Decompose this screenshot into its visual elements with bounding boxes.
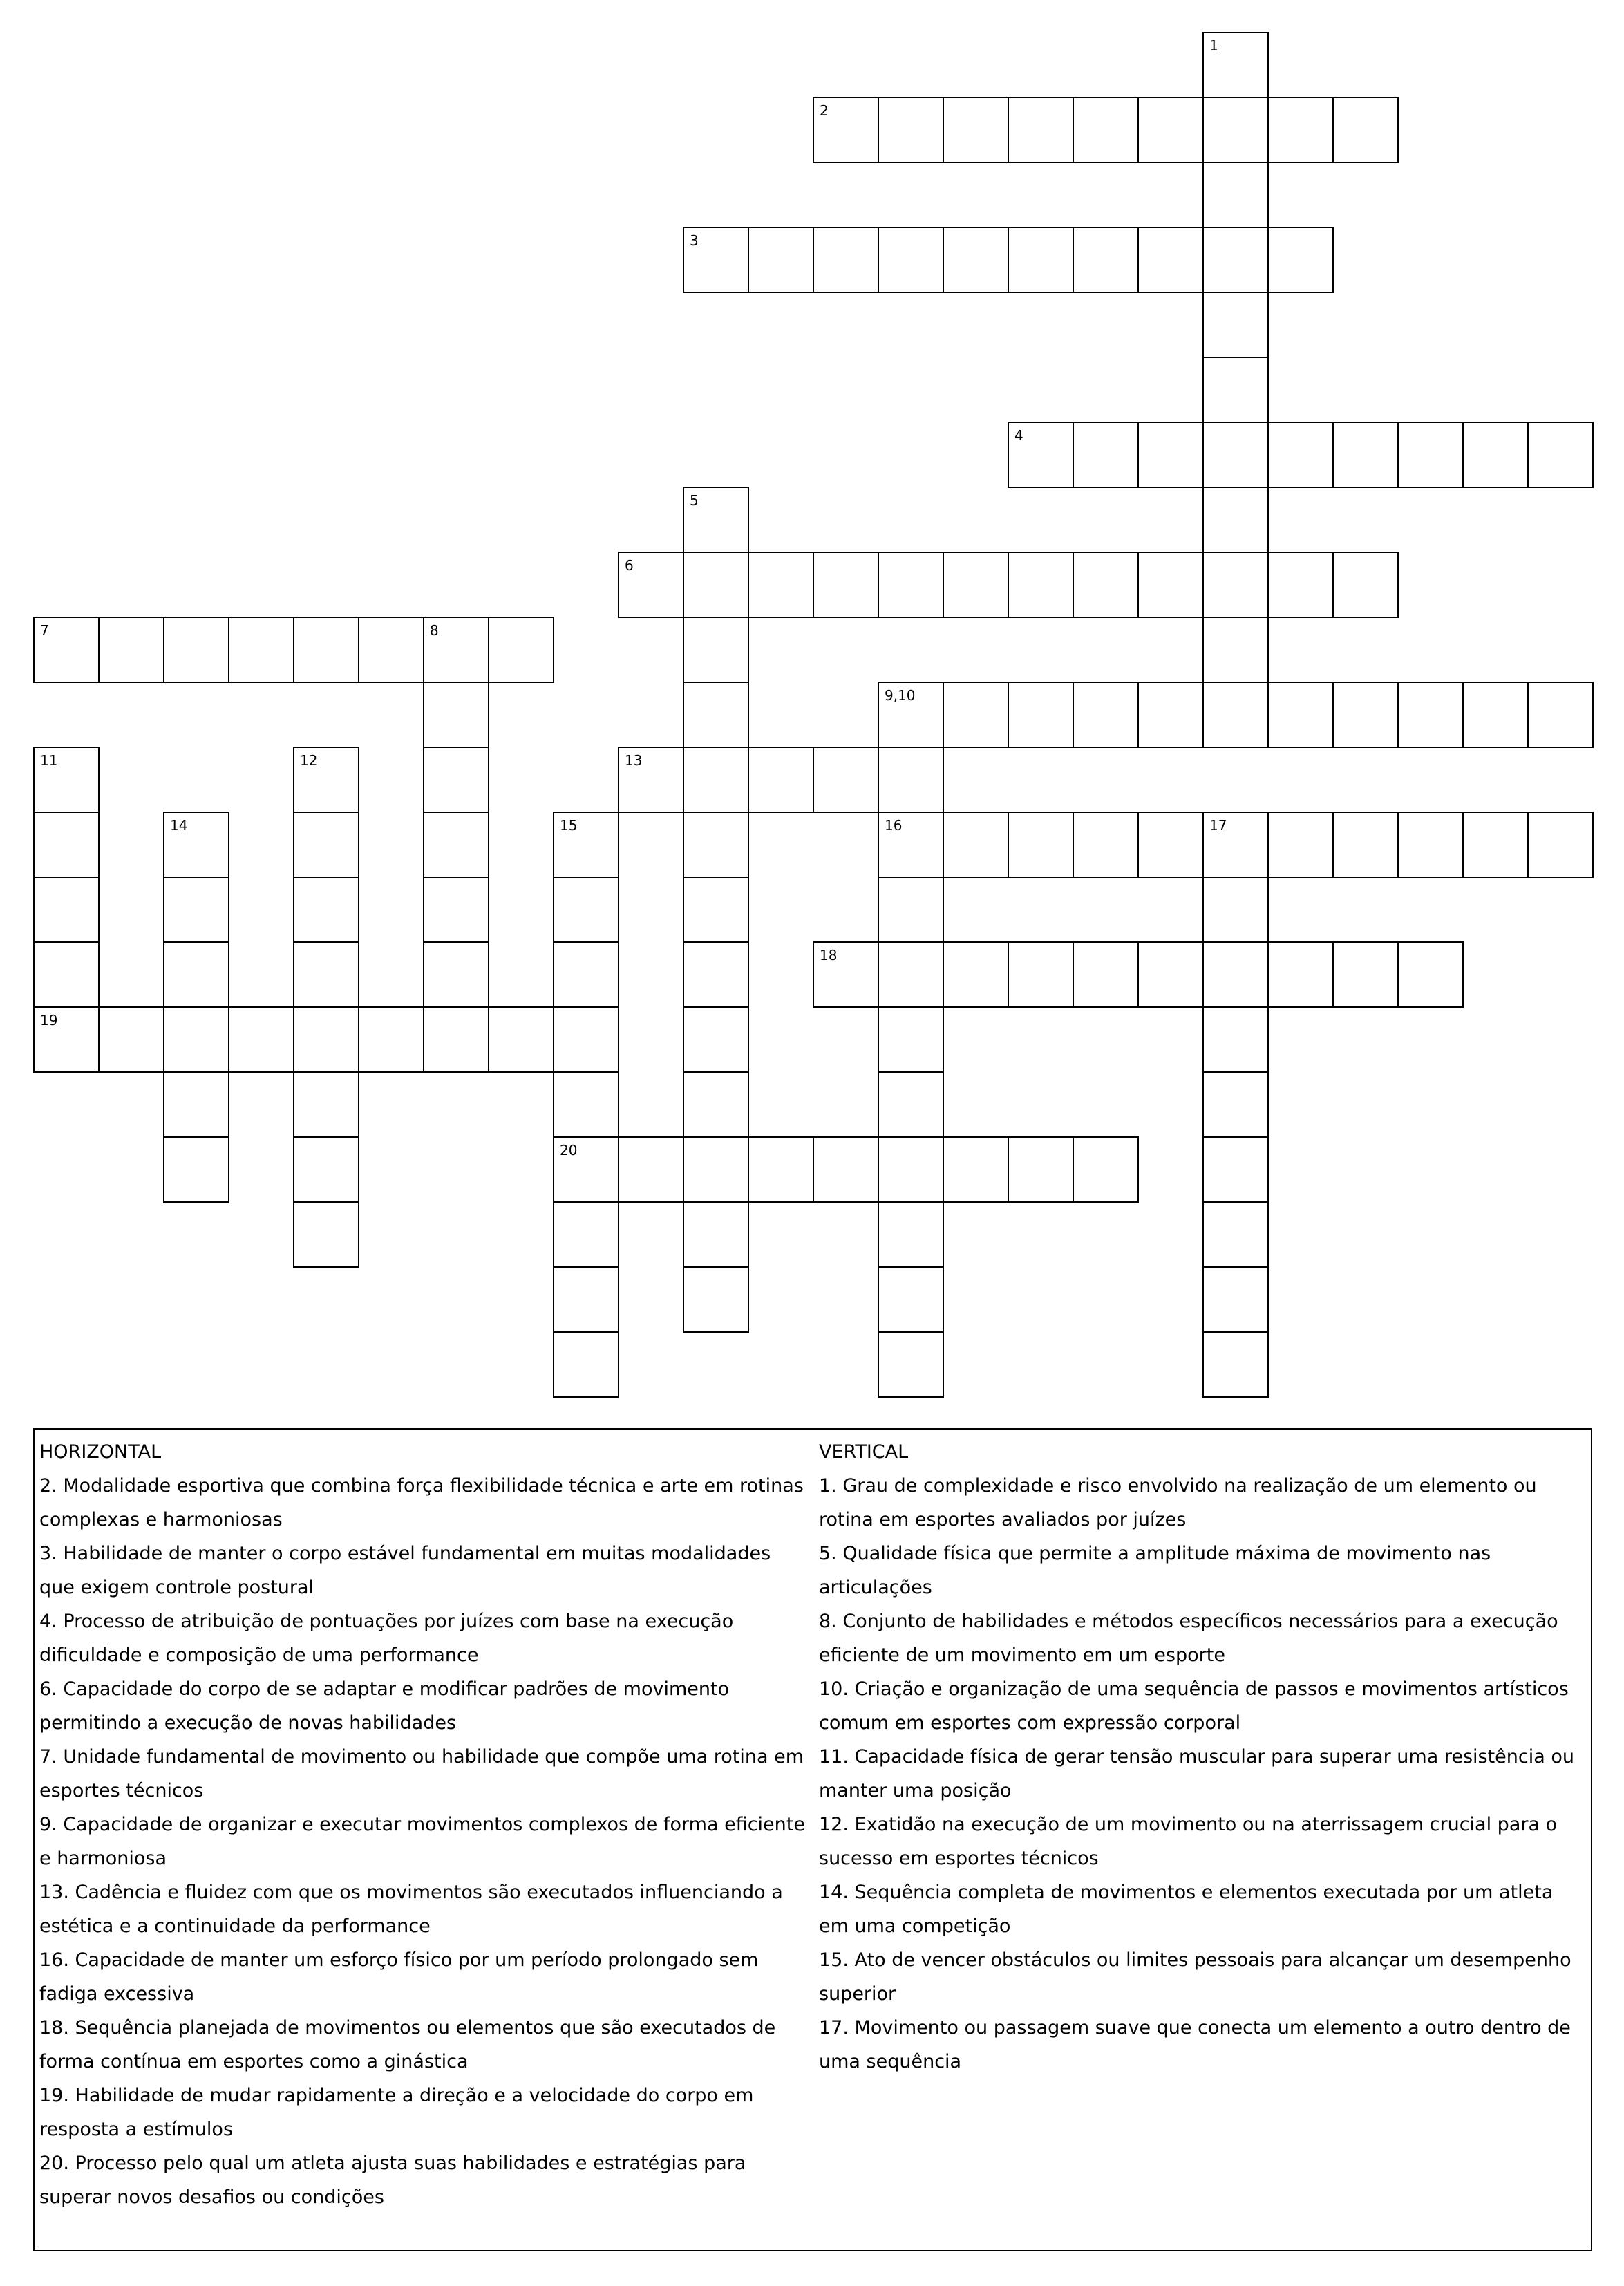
- grid-cell[interactable]: [813, 941, 879, 1008]
- grid-cell[interactable]: [163, 877, 229, 943]
- grid-cell[interactable]: [423, 941, 489, 1008]
- grid-cell[interactable]: [1202, 1266, 1269, 1333]
- grid-cell[interactable]: [1202, 1201, 1269, 1268]
- grid-cell[interactable]: [1202, 941, 1269, 1008]
- grid-cell[interactable]: [683, 1136, 749, 1203]
- grid-cell[interactable]: [1267, 422, 1334, 488]
- grid-cell[interactable]: [293, 1201, 359, 1268]
- grid-cell[interactable]: [358, 1006, 424, 1073]
- grid-cell[interactable]: [813, 1136, 879, 1203]
- vertical-heading: VERTICAL: [819, 1441, 909, 1463]
- grid-cell[interactable]: [1267, 552, 1334, 618]
- clue-horizontal-7: 7. Unidade fundamental de movimento ou habilidade que compõe uma rotina em esportes técnicos: [39, 1746, 804, 1801]
- grid-cell[interactable]: [1202, 292, 1269, 358]
- grid-cell[interactable]: [1073, 1136, 1139, 1203]
- grid-cell[interactable]: [1527, 812, 1594, 878]
- grid-cell[interactable]: [1462, 812, 1529, 878]
- clue-vertical-10: 10. Criação e organização de uma sequência de passos e movimentos artísticos comum em esportes com expressão corporal: [819, 1678, 1569, 1734]
- grid-cell[interactable]: [1267, 97, 1334, 163]
- grid-cell[interactable]: [163, 941, 229, 1008]
- grid-cell[interactable]: [1008, 682, 1074, 748]
- grid-cell[interactable]: [358, 617, 424, 683]
- grid-cell[interactable]: [878, 812, 944, 878]
- grid-cell[interactable]: [618, 552, 684, 618]
- grid-cell[interactable]: [1202, 1331, 1269, 1398]
- grid-cell[interactable]: [683, 487, 749, 553]
- grid-cell[interactable]: [1267, 682, 1334, 748]
- grid-cell[interactable]: [943, 812, 1009, 878]
- grid-cell[interactable]: [878, 1071, 944, 1138]
- grid-cell[interactable]: [228, 617, 294, 683]
- clue-horizontal-13: 13. Cadência e fluidez com que os movimentos são executados influenciando a estética e a continuidade da performance: [39, 1882, 783, 1937]
- grid-cell[interactable]: [813, 552, 879, 618]
- grid-cell[interactable]: [1397, 422, 1464, 488]
- grid-cell[interactable]: [1202, 487, 1269, 553]
- grid-cell[interactable]: [423, 877, 489, 943]
- grid-cell[interactable]: [553, 1136, 619, 1203]
- grid-cell[interactable]: [1137, 682, 1204, 748]
- grid-cell[interactable]: [293, 747, 359, 813]
- grid-cell[interactable]: [1397, 812, 1464, 878]
- clue-horizontal-9: 9. Capacidade de organizar e executar movimentos complexos de forma eficiente e harmoniosa: [39, 1814, 805, 1869]
- grid-cell[interactable]: [553, 877, 619, 943]
- grid-cell[interactable]: [293, 812, 359, 878]
- clue-number: 20: [560, 1142, 578, 1159]
- grid-cell[interactable]: [748, 747, 814, 813]
- grid-cell[interactable]: [1202, 1006, 1269, 1073]
- grid-cell[interactable]: [1267, 941, 1334, 1008]
- clue-number: 2: [820, 102, 829, 119]
- grid-cell[interactable]: [1073, 227, 1139, 293]
- grid-cell[interactable]: [683, 877, 749, 943]
- grid-cell[interactable]: [878, 941, 944, 1008]
- grid-cell[interactable]: [553, 1201, 619, 1268]
- grid-cell[interactable]: [813, 97, 879, 163]
- grid-cell[interactable]: [1008, 941, 1074, 1008]
- grid-cell[interactable]: [878, 682, 944, 748]
- grid-cell[interactable]: [1073, 97, 1139, 163]
- clue-horizontal-2: 2. Modalidade esportiva que combina força flexibilidade técnica e arte em rotinas complexas e harmoniosas: [39, 1475, 804, 1530]
- grid-cell[interactable]: [1202, 162, 1269, 228]
- grid-cell[interactable]: [683, 1201, 749, 1268]
- grid-cell[interactable]: [1202, 1071, 1269, 1138]
- clue-vertical-5: 5. Qualidade física que permite a amplitude máxima de movimento nas articulações: [819, 1543, 1491, 1598]
- grid-cell[interactable]: [683, 812, 749, 878]
- clue-number: 7: [40, 622, 49, 639]
- grid-cell[interactable]: [943, 552, 1009, 618]
- grid-cell[interactable]: [1397, 682, 1464, 748]
- grid-cell[interactable]: [1462, 682, 1529, 748]
- clue-number: 15: [560, 817, 578, 834]
- grid-cell[interactable]: [683, 682, 749, 748]
- grid-cell[interactable]: [878, 1006, 944, 1073]
- clue-vertical-1: 1. Grau de complexidade e risco envolvido na realização de um elemento ou rotina em esportes avaliados por juízes: [819, 1475, 1537, 1530]
- grid-cell[interactable]: [1073, 682, 1139, 748]
- grid-cell[interactable]: [423, 1006, 489, 1073]
- grid-cell[interactable]: [618, 747, 684, 813]
- grid-cell[interactable]: [1137, 422, 1204, 488]
- grid-cell[interactable]: [878, 1266, 944, 1333]
- clue-number: 12: [300, 752, 318, 769]
- grid-cell[interactable]: [1202, 97, 1269, 163]
- grid-cell[interactable]: [683, 1071, 749, 1138]
- grid-cell[interactable]: [1008, 97, 1074, 163]
- grid-cell[interactable]: [293, 1136, 359, 1203]
- grid-cell[interactable]: [683, 617, 749, 683]
- grid-cell[interactable]: [1137, 941, 1204, 1008]
- grid-cell[interactable]: [423, 617, 489, 683]
- clue-vertical-8: 8. Conjunto de habilidades e métodos específicos necessários para a execução eficiente de um movimento em um esporte: [819, 1611, 1558, 1666]
- grid-cell[interactable]: [683, 227, 749, 293]
- grid-cell[interactable]: [553, 1331, 619, 1398]
- grid-cell[interactable]: [1267, 227, 1334, 293]
- grid-cell[interactable]: [488, 1006, 554, 1073]
- grid-cell[interactable]: [33, 812, 100, 878]
- clue-box: [33, 1428, 1592, 2251]
- grid-cell[interactable]: [553, 1266, 619, 1333]
- grid-cell[interactable]: [293, 1071, 359, 1138]
- clue-horizontal-19: 19. Habilidade de mudar rapidamente a direção e a velocidade do corpo em resposta a estímulos: [39, 2085, 754, 2140]
- grid-cell[interactable]: [293, 877, 359, 943]
- grid-cell[interactable]: [163, 1006, 229, 1073]
- grid-cell[interactable]: [1397, 941, 1464, 1008]
- grid-cell[interactable]: [98, 617, 164, 683]
- clue-vertical-17: 17. Movimento ou passagem suave que conecta um elemento a outro dentro de uma sequência: [819, 2017, 1571, 2072]
- grid-cell[interactable]: [33, 617, 100, 683]
- grid-cell[interactable]: [1073, 812, 1139, 878]
- grid-cell[interactable]: [553, 812, 619, 878]
- grid-cell[interactable]: [1332, 422, 1399, 488]
- grid-cell[interactable]: [1332, 97, 1399, 163]
- grid-cell[interactable]: [943, 97, 1009, 163]
- clue-number: 4: [1014, 427, 1023, 444]
- clue-number: 1: [1209, 37, 1218, 54]
- grid-cell[interactable]: [878, 1201, 944, 1268]
- grid-cell[interactable]: [1527, 422, 1594, 488]
- grid-cell[interactable]: [748, 552, 814, 618]
- grid-cell[interactable]: [1202, 227, 1269, 293]
- grid-cell[interactable]: [1008, 227, 1074, 293]
- grid-cell[interactable]: [33, 877, 100, 943]
- grid-cell[interactable]: [293, 941, 359, 1008]
- clue-number: 19: [40, 1012, 58, 1029]
- grid-cell[interactable]: [1202, 877, 1269, 943]
- grid-cell[interactable]: [1332, 552, 1399, 618]
- grid-cell[interactable]: [1202, 1136, 1269, 1203]
- grid-cell[interactable]: [423, 682, 489, 748]
- grid-cell[interactable]: [878, 747, 944, 813]
- grid-cell[interactable]: [1137, 812, 1204, 878]
- grid-cell[interactable]: [943, 227, 1009, 293]
- grid-cell[interactable]: [878, 552, 944, 618]
- clue-number: 8: [430, 622, 439, 639]
- grid-cell[interactable]: [553, 941, 619, 1008]
- grid-cell[interactable]: [878, 1331, 944, 1398]
- grid-cell[interactable]: [33, 747, 100, 813]
- grid-cell[interactable]: [943, 941, 1009, 1008]
- grid-cell[interactable]: [1527, 682, 1594, 748]
- grid-cell[interactable]: [228, 1006, 294, 1073]
- clue-number: 16: [885, 817, 903, 834]
- grid-cell[interactable]: [618, 1136, 684, 1203]
- grid-cell[interactable]: [1073, 941, 1139, 1008]
- grid-cell[interactable]: [1008, 812, 1074, 878]
- grid-cell[interactable]: [293, 1006, 359, 1073]
- clue-number: 11: [40, 752, 58, 769]
- clue-number: 14: [170, 817, 188, 834]
- clue-vertical-15: 15. Ato de vencer obstáculos ou limites pessoais para alcançar um desempenho superior: [819, 1949, 1571, 2005]
- grid-cell[interactable]: [1073, 552, 1139, 618]
- grid-cell[interactable]: [1008, 422, 1074, 488]
- clue-horizontal-16: 16. Capacidade de manter um esforço físico por um período prolongado sem fadiga excessiva: [39, 1949, 759, 2005]
- grid-cell[interactable]: [33, 941, 100, 1008]
- grid-cell[interactable]: [943, 682, 1009, 748]
- grid-cell[interactable]: [163, 617, 229, 683]
- grid-cell[interactable]: [423, 747, 489, 813]
- grid-cell[interactable]: [1267, 812, 1334, 878]
- grid-cell[interactable]: [1202, 552, 1269, 618]
- grid-cell[interactable]: [1462, 422, 1529, 488]
- grid-cell[interactable]: [1137, 227, 1204, 293]
- grid-cell[interactable]: [293, 617, 359, 683]
- clue-vertical-14: 14. Sequência completa de movimentos e elementos executada por um atleta em uma competição: [819, 1882, 1554, 1937]
- grid-cell[interactable]: [163, 1071, 229, 1138]
- grid-cell[interactable]: [1137, 97, 1204, 163]
- clue-horizontal-3: 3. Habilidade de manter o corpo estável fundamental em muitas modalidades que exigem controle postural: [39, 1543, 771, 1598]
- grid-cell[interactable]: [1202, 617, 1269, 683]
- clue-horizontal-20: 20. Processo pelo qual um atleta ajusta suas habilidades e estratégias para superar novos desafios ou condições: [39, 2153, 746, 2208]
- grid-cell[interactable]: [748, 1136, 814, 1203]
- grid-cell[interactable]: [1008, 1136, 1074, 1203]
- grid-cell[interactable]: [1332, 812, 1399, 878]
- grid-cell[interactable]: [813, 227, 879, 293]
- clue-number: 5: [690, 492, 699, 509]
- grid-cell[interactable]: [1202, 357, 1269, 423]
- clue-number: 18: [820, 947, 838, 964]
- grid-cell[interactable]: [1008, 552, 1074, 618]
- clue-number: 17: [1209, 817, 1227, 834]
- clue-vertical-12: 12. Exatidão na execução de um movimento ou na aterrissagem crucial para o sucesso em esportes técnicos: [819, 1814, 1558, 1869]
- vertical-clues: [819, 1435, 1586, 2079]
- grid-cell[interactable]: [553, 1006, 619, 1073]
- clue-number: 13: [625, 752, 643, 769]
- grid-cell[interactable]: [878, 1136, 944, 1203]
- grid-cell[interactable]: [163, 812, 229, 878]
- grid-cell[interactable]: [1202, 32, 1269, 98]
- grid-cell[interactable]: [748, 227, 814, 293]
- clue-number: 9,10: [885, 687, 916, 704]
- grid-cell[interactable]: [878, 97, 944, 163]
- grid-cell[interactable]: [683, 747, 749, 813]
- grid-cell[interactable]: [1073, 422, 1139, 488]
- horizontal-heading: HORIZONTAL: [39, 1441, 162, 1463]
- grid-cell[interactable]: [1332, 941, 1399, 1008]
- clue-number: 3: [690, 232, 699, 249]
- clue-vertical-11: 11. Capacidade física de gerar tensão muscular para superar uma resistência ou manter uma posição: [819, 1746, 1574, 1801]
- grid-cell[interactable]: [1137, 552, 1204, 618]
- clue-horizontal-18: 18. Sequência planejada de movimentos ou elementos que são executados de forma contínua em esportes como a ginástica: [39, 2017, 776, 2072]
- grid-cell[interactable]: [163, 1136, 229, 1203]
- grid-cell[interactable]: [878, 227, 944, 293]
- grid-cell[interactable]: [98, 1006, 164, 1073]
- grid-cell[interactable]: [1202, 812, 1269, 878]
- grid-cell[interactable]: [423, 812, 489, 878]
- grid-cell[interactable]: [553, 1071, 619, 1138]
- clue-number: 6: [625, 557, 634, 574]
- grid-cell[interactable]: [878, 877, 944, 943]
- grid-cell[interactable]: [943, 1136, 1009, 1203]
- grid-cell[interactable]: [683, 941, 749, 1008]
- grid-cell[interactable]: [1332, 682, 1399, 748]
- grid-cell[interactable]: [1202, 422, 1269, 488]
- grid-cell[interactable]: [683, 1266, 749, 1333]
- horizontal-clues: [39, 1435, 806, 2214]
- grid-cell[interactable]: [33, 1006, 100, 1073]
- grid-cell[interactable]: [1202, 682, 1269, 748]
- grid-cell[interactable]: [813, 747, 879, 813]
- clue-horizontal-4: 4. Processo de atribuição de pontuações por juízes com base na execução dificuldade e composição de uma performance: [39, 1611, 734, 1666]
- grid-cell[interactable]: [683, 1006, 749, 1073]
- grid-cell[interactable]: [683, 552, 749, 618]
- grid-cell[interactable]: [488, 617, 554, 683]
- clue-horizontal-6: 6. Capacidade do corpo de se adaptar e modificar padrões de movimento permitindo a execução de novas habilidades: [39, 1678, 730, 1734]
